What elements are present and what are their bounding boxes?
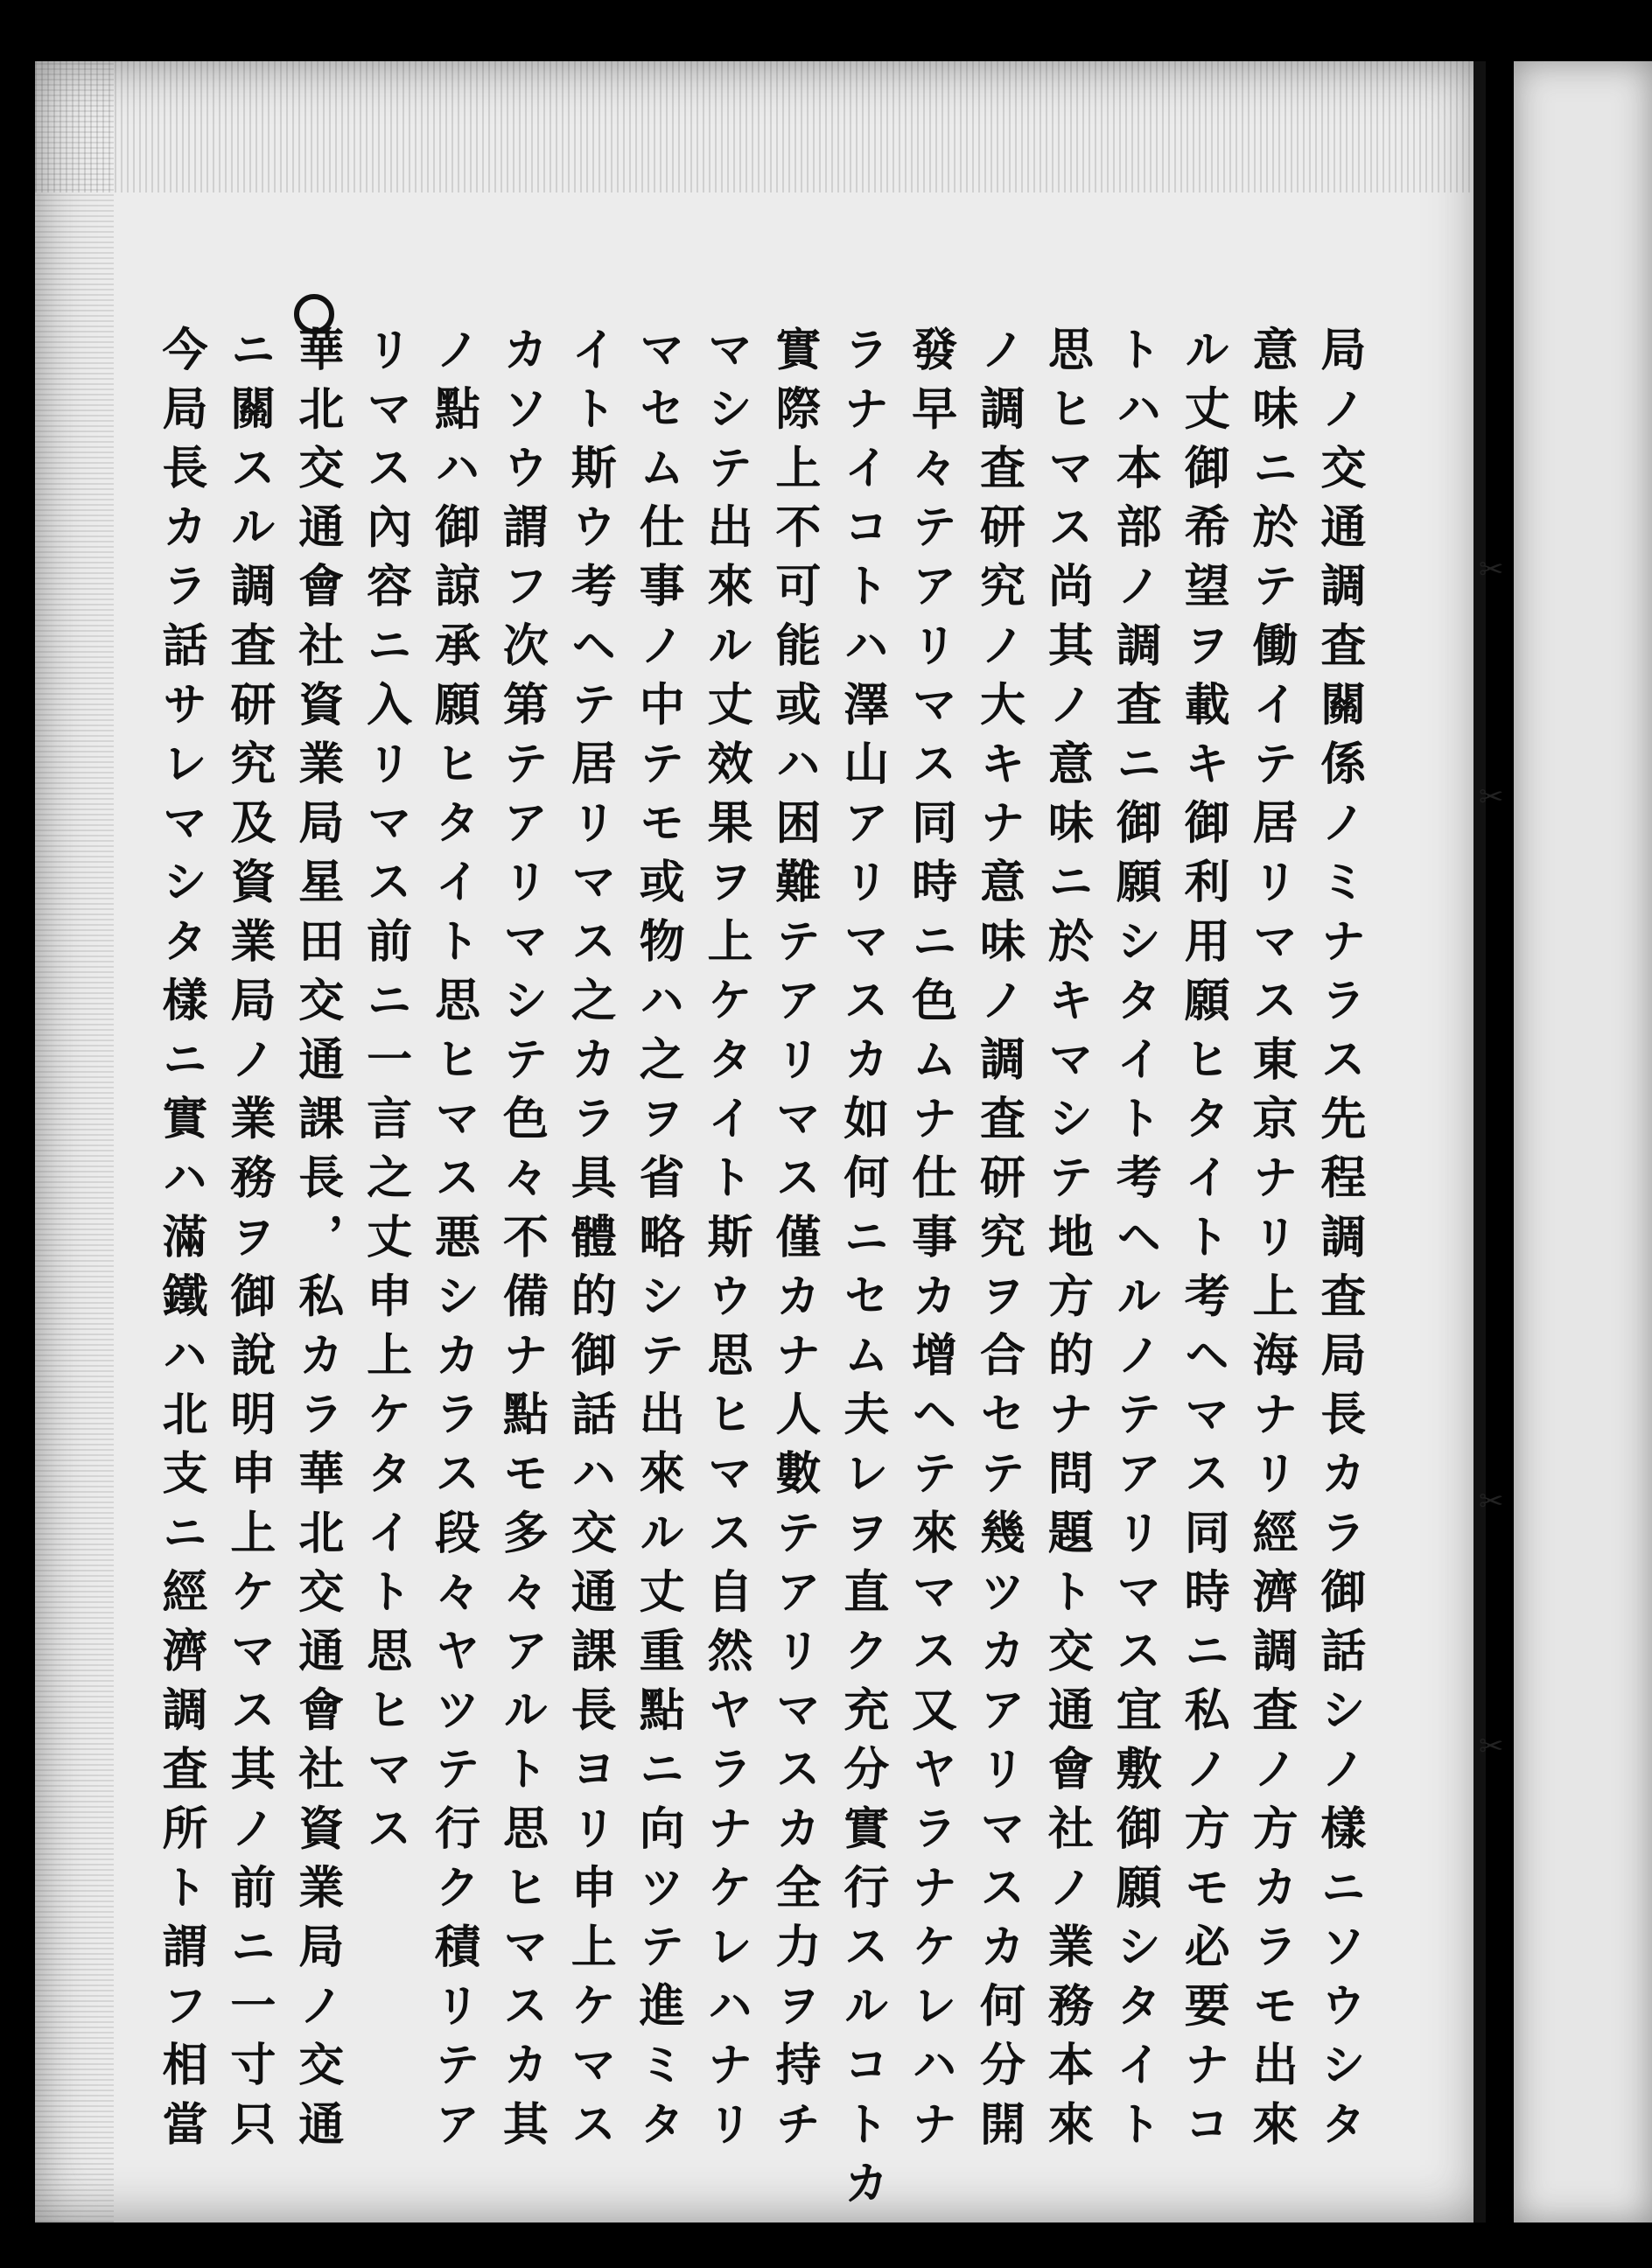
text-column: ラナイコトハ澤山アリマスカ如何ニセム夫レヲ直ク充分實行スルコトカ xyxy=(835,326,889,2219)
binding-gutter xyxy=(1474,61,1486,2222)
text-column: トハ本部ノ調査ニ御願シタイト考ヘルノテアリマス宜敷御願シタイト xyxy=(1108,326,1162,2160)
text-column: ニ關スル調査研究及資業局ノ業務ヲ御說明申上ケマス其ノ前ニ一寸只 xyxy=(221,326,276,2160)
binding-mark-2: ✂ xyxy=(1479,780,1504,815)
text-column: ル丈御希望ヲ載キ御利用願ヒタイト考ヘマス同時ニ私ノ方モ必要ナコ xyxy=(1176,326,1230,2160)
text-column: リマス內容ニ入リマス前ニ一言之丈申上ケタイト思ヒマス xyxy=(358,326,412,1864)
vertical-text-body xyxy=(154,326,1366,2219)
text-column: ノ調査研究ノ大キナ意味ノ調査研究ヲ合セテ幾ツカアリマスカ何分開 xyxy=(971,326,1026,2160)
text-column: 今局長カラ話サレマシタ樣ニ實ハ滿鐵ハ北支ニ經濟調査所ト謂フ相當 xyxy=(154,326,207,2160)
text-column: 思ヒマス尚其ノ意味ニ於キマシテ地方的ナ問題ト交通會社ノ業務本來 xyxy=(1040,326,1094,2160)
text-column: カソウ謂フ次第テアリマシテ色々不備ナ點モ多々アルト思ヒマスカ其 xyxy=(494,326,549,2160)
text-column: 意味ニ於テ働イテ居リマス東京ナリ上海ナリ經濟調査ノ方カラモ出來 xyxy=(1244,326,1298,2160)
binding-mark-3: ✂ xyxy=(1479,1484,1504,1519)
text-column: 局ノ交通調査關係ノミナラス先程調査局長カラ御話シノ樣ニソウシタ xyxy=(1312,326,1366,2160)
next-page-edge xyxy=(1514,61,1652,2222)
page-noise-top xyxy=(35,61,1483,192)
text-column: 實際上不可能或ハ困難テアリマス僅カナ人數テアリマスカ全力ヲ持チ xyxy=(766,326,821,2160)
binding-mark-4: ✂ xyxy=(1479,1729,1504,1764)
text-column: マシテ出來ル丈效果ヲ上ケタイト斯ウ思ヒマス自然ヤラナケレハナリ xyxy=(699,326,752,2160)
binding-mark-1: ✂ xyxy=(1479,552,1504,587)
text-column: 發早々テアリマス同時ニ色ムナ仕事カ增ヘテ來マス又ヤラナケレハナ xyxy=(903,326,957,2160)
page-noise-left xyxy=(35,61,114,2222)
text-column: イト斯ウ考ヘテ居リマス之カラ具體的御話ハ交通課長ヨリ申上ケマス xyxy=(563,326,617,2160)
text-column: マセム仕事ノ中テモ或物ハ之ヲ省略シテ出來ル丈重點ニ向ツテ進ミタ xyxy=(631,326,685,2160)
text-column: 華北交通會社資業局星田交通課長，私カラ華北交通會社資業局ノ交通 xyxy=(290,326,344,2160)
text-column: ノ點ハ御諒承願ヒタイト思ヒマス悪シカラス段々ヤツテ行ク積リテア xyxy=(426,326,480,2160)
